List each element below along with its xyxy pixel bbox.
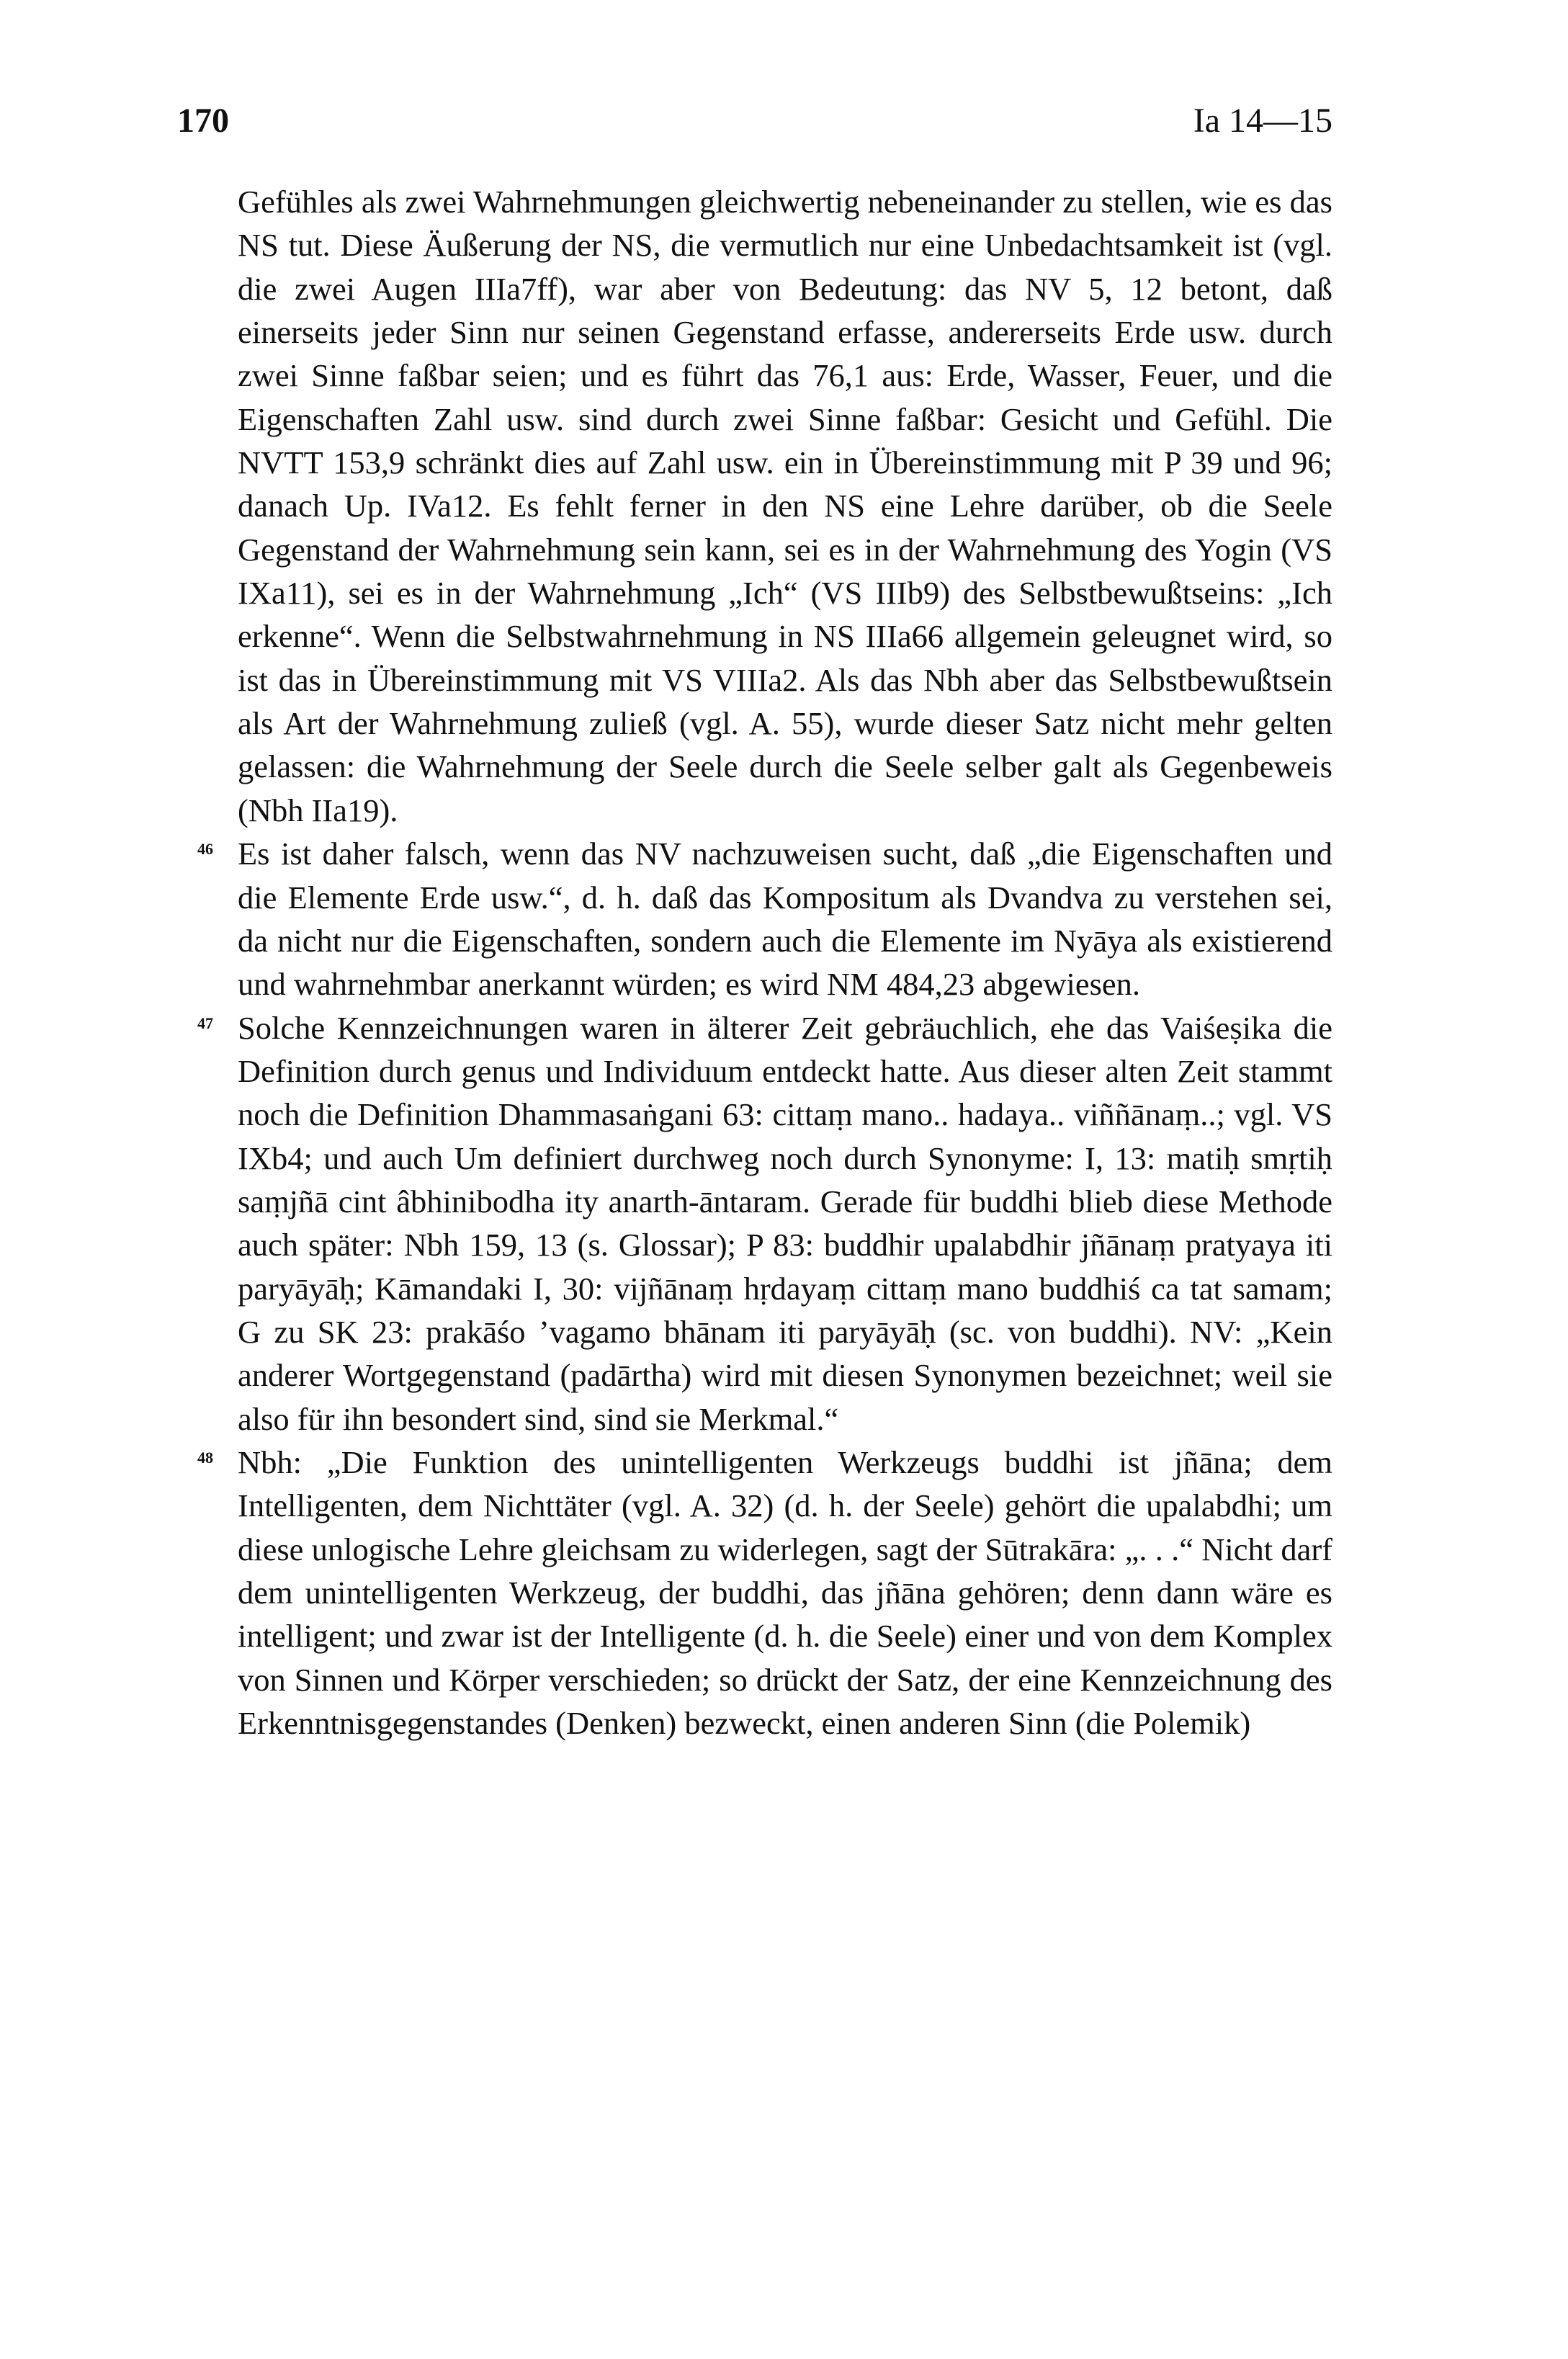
note-number: 48	[197, 1448, 213, 1467]
note-number: 47	[197, 1013, 213, 1032]
note-47	[197, 1006, 1332, 1441]
note-48	[197, 1441, 1332, 1745]
footnote-text-block	[197, 180, 1332, 1745]
continued-note-paragraph: Gefühles als zwei Wahrnehmungen gleichwertig nebeneinander zu stellen, wie es das NS tut. Diese Äußerung der NS, die vermutlich nur eine Unbedachtsamkeit ist (vgl. die zwei Augen IIIa7ff), war aber von Bedeutung: das NV 5, 12 betont, daß einerseits jeder Sinn nur seinen Gegenstand erfasse, andererseits Erde usw. durch zwei Sinne faßbar seien; und es führt das 76,1 aus: Erde, Wasser, Feuer, und die Eigenschaften Zahl usw. sind durch zwei Sinne faßbar: Gesicht und Gefühl. Die NVTT 153,9 schränkt dies auf Zahl usw. ein in Übereinstimmung mit P 39 und 96; danach Up. IVa12. Es fehlt ferner in den NS eine Lehre darüber, ob die Seele Gegenstand der Wahrnehmung sein kann, sei es in der Wahrnehmung des Yogin (VS IXa11), sei es in der Wahrnehmung „Ich“ (VS IIIb9) des Selbstbewußtseins: „Ich erkenne“. Wenn die Selbstwahrnehmung in NS IIIa66 allgemein geleugnet wird, so ist das in Übereinstimmung mit VS VIIIa2. Als das Nbh aber das Selbstbewußtsein als Art der Wahrnehmung zuließ (vgl. A. 55), wurde dieser Satz nicht mehr gelten gelassen: die Wahrnehmung der Seele durch die Seele selber galt als Gegenbeweis (Nbh IIa19).	[238, 184, 1332, 828]
note-text: Solche Kennzeichnungen waren in älterer Zeit gebräuchlich, ehe das Vaiśeṣika die Definition durch genus und Individuum entdeckt hatte. Aus dieser alten Zeit stammt noch die Definition Dhammasaṅgani 63: cittaṃ mano.. hadaya.. viññānaṃ..; vgl. VS IXb4; und auch Um definiert durchweg noch durch Synonyme: I, 13: matiḥ smṛtiḥ saṃjñā cint âbhinibodha ity anarth-āntaram. Gerade für buddhi blieb diese Methode auch später: Nbh 159, 13 (s. Glossar); P 83: buddhir upalabdhir jñānaṃ pratyaya iti paryāyāḥ; Kāmandaki I, 30: vijñānaṃ hṛdayaṃ cittaṃ mano buddhiś ca tat samam; G zu SK 23: prakāśo ʼvagamo bhānam iti paryāyāḥ (sc. von buddhi). NV: „Kein anderer Wortgegenstand (padārtha) wird mit diesen Synonymen bezeichnet; weil sie also für ihn besondert sind, sind sie Merkmal.“	[238, 1009, 1332, 1437]
note-text: Es ist daher falsch, wenn das NV nachzuweisen sucht, daß „die Eigenschaften und die Elemente Erde usw.“, d. h. daß das Kompositum als Dvandva zu verstehen sei, da nicht nur die Eigenschaften, sondern auch die Elemente im Nyāya als existierend und wahrnehmbar anerkannt würden; es wird NM 484,23 abgewiesen.	[238, 836, 1332, 1003]
note-46	[197, 832, 1332, 1006]
running-head	[177, 99, 1332, 143]
section-reference: Ia 14—15	[1193, 102, 1332, 140]
note-number: 46	[197, 840, 213, 859]
page-number: 170	[177, 102, 229, 140]
note-text: Nbh: „Die Funktion des unintelligenten Werkzeugs buddhi ist jñāna; dem Intelligenten, dem Nichttäter (vgl. A. 32) (d. h. der Seele) gehört die upalabdhi; um diese unlogische Lehre gleichsam zu widerlegen, sagt der Sūtrakāra: „. . .“ Nicht darf dem unintelligenten Werkzeug, der buddhi, das jñāna gehören; denn dann wäre es intelligent; und zwar ist der Intelligente (d. h. die Seele) einer und von dem Komplex von Sinnen und Körper verschieden; so drückt der Satz, der eine Kennzeichnung des Erkenntnisgegenstandes (Denken) bezweckt, einen anderen Sinn (die Polemik)	[238, 1443, 1332, 1742]
